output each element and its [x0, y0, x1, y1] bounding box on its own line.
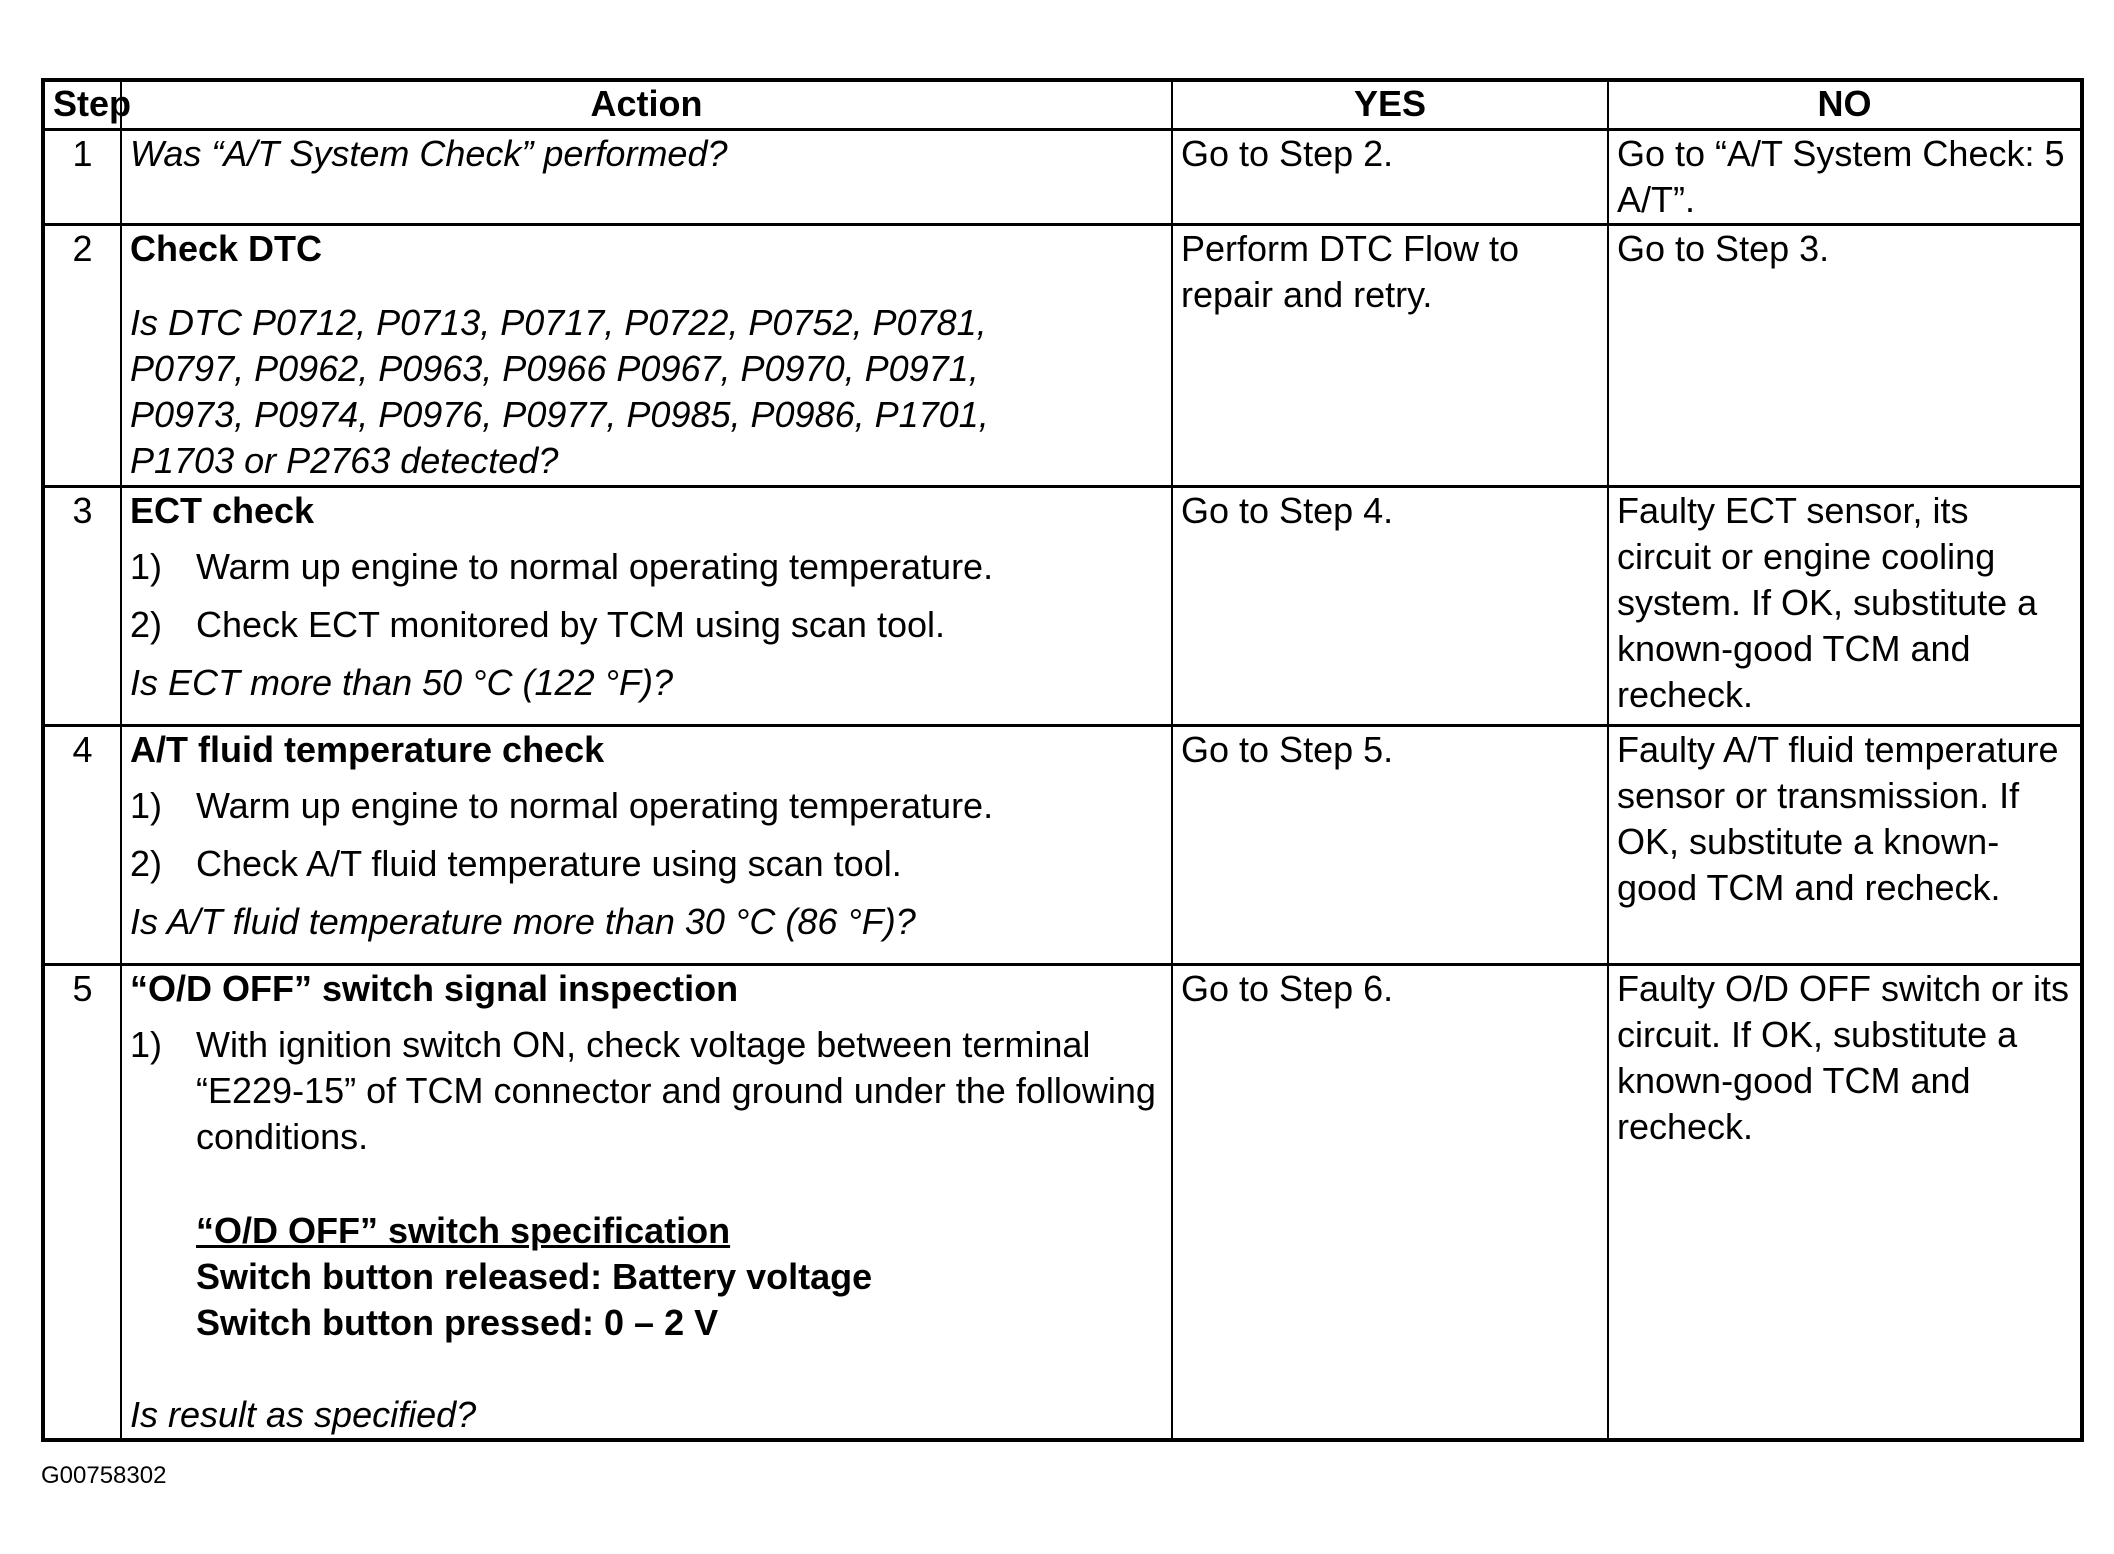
yes-cell: Go to Step 5.: [1172, 726, 1608, 965]
list-item: [130, 544, 1163, 590]
action-cell: [121, 487, 1172, 726]
list-item-number: 2): [130, 843, 163, 884]
action-title: A/T fluid temperature check: [130, 729, 605, 770]
list-item: [130, 602, 1163, 648]
specification-block: [196, 1208, 1163, 1346]
action-title: Check DTC: [130, 228, 323, 269]
table-header-row: [43, 80, 2082, 130]
action-steps-list: [130, 544, 1163, 648]
no-cell: Faulty O/D OFF switch or its circuit. If OK, substitute a known-good TCM and recheck.: [1608, 965, 2082, 1441]
action-cell: [121, 726, 1172, 965]
yes-cell: Go to Step 4.: [1172, 487, 1608, 726]
header-step: Step: [43, 80, 121, 130]
header-yes: YES: [1172, 80, 1608, 130]
action-question: Was “A/T System Check” performed?: [130, 133, 728, 174]
action-steps-list: [130, 783, 1163, 887]
action-steps-list: [130, 1022, 1163, 1160]
yes-cell: Go to Step 6.: [1172, 965, 1608, 1441]
no-cell: Faulty A/T fluid temperature sensor or transmission. If OK, substitute a known-good TCM and recheck.: [1608, 726, 2082, 965]
list-item-number: 1): [130, 546, 163, 587]
no-cell: Go to Step 3.: [1608, 225, 2082, 487]
action-cell: [121, 965, 1172, 1441]
table-row: [43, 726, 2082, 965]
list-item-text: Check ECT monitored by TCM using scan tool.: [196, 604, 945, 645]
action-question: Is DTC P0712, P0713, P0717, P0722, P0752, P0781, P0797, P0962, P0963, P0966 P0967, P0970, P0971, P0973, P0974, P0976, P0977, P0985, P0986, P1701, P1703 or P2763 detected?: [130, 302, 989, 481]
table-row: [43, 130, 2082, 225]
list-item-text: Check A/T fluid temperature using scan tool.: [196, 843, 902, 884]
step-number: 2: [43, 225, 121, 487]
action-cell: [121, 225, 1172, 487]
action-cell: [121, 130, 1172, 225]
specification-title: “O/D OFF” switch specification: [196, 1210, 731, 1251]
header-no: NO: [1608, 80, 2082, 130]
action-question: Is A/T fluid temperature more than 30 °C (86 °F)?: [130, 901, 916, 942]
list-item: [130, 783, 1163, 829]
yes-cell: Go to Step 2.: [1172, 130, 1608, 225]
list-item-number: 2): [130, 604, 163, 645]
header-action: Action: [121, 80, 1172, 130]
table-row: [43, 225, 2082, 487]
action-question: Is ECT more than 50 °C (122 °F)?: [130, 662, 673, 703]
list-item: [130, 1022, 1163, 1160]
step-number: 1: [43, 130, 121, 225]
step-number: 4: [43, 726, 121, 965]
yes-cell: Perform DTC Flow to repair and retry.: [1172, 225, 1608, 487]
action-title: “O/D OFF” switch signal inspection: [130, 968, 739, 1009]
action-title: ECT check: [130, 490, 315, 531]
diagnostic-flow-table: [41, 78, 2084, 1442]
no-cell: Faulty ECT sensor, its circuit or engine cooling system. If OK, substitute a known-good TCM and recheck.: [1608, 487, 2082, 726]
table-row: [43, 487, 2082, 726]
specification-line: Switch button released: Battery voltage: [196, 1256, 873, 1297]
specification-line: Switch button pressed: 0 – 2 V: [196, 1302, 719, 1343]
list-item-text: Warm up engine to normal operating temperature.: [196, 546, 994, 587]
figure-code: G00758302: [41, 1462, 167, 1489]
list-item-text: With ignition switch ON, check voltage between terminal “E229-15” of TCM connector and ground under the following conditions.: [196, 1024, 1156, 1157]
step-number: 5: [43, 965, 121, 1441]
table-row: [43, 965, 2082, 1441]
action-question: Is result as specified?: [130, 1394, 477, 1435]
list-item-number: 1): [130, 785, 163, 826]
list-item-text: Warm up engine to normal operating temperature.: [196, 785, 994, 826]
list-item-number: 1): [130, 1024, 163, 1065]
list-item: [130, 841, 1163, 887]
no-cell: Go to “A/T System Check: 5 A/T”.: [1608, 130, 2082, 225]
step-number: 3: [43, 487, 121, 726]
